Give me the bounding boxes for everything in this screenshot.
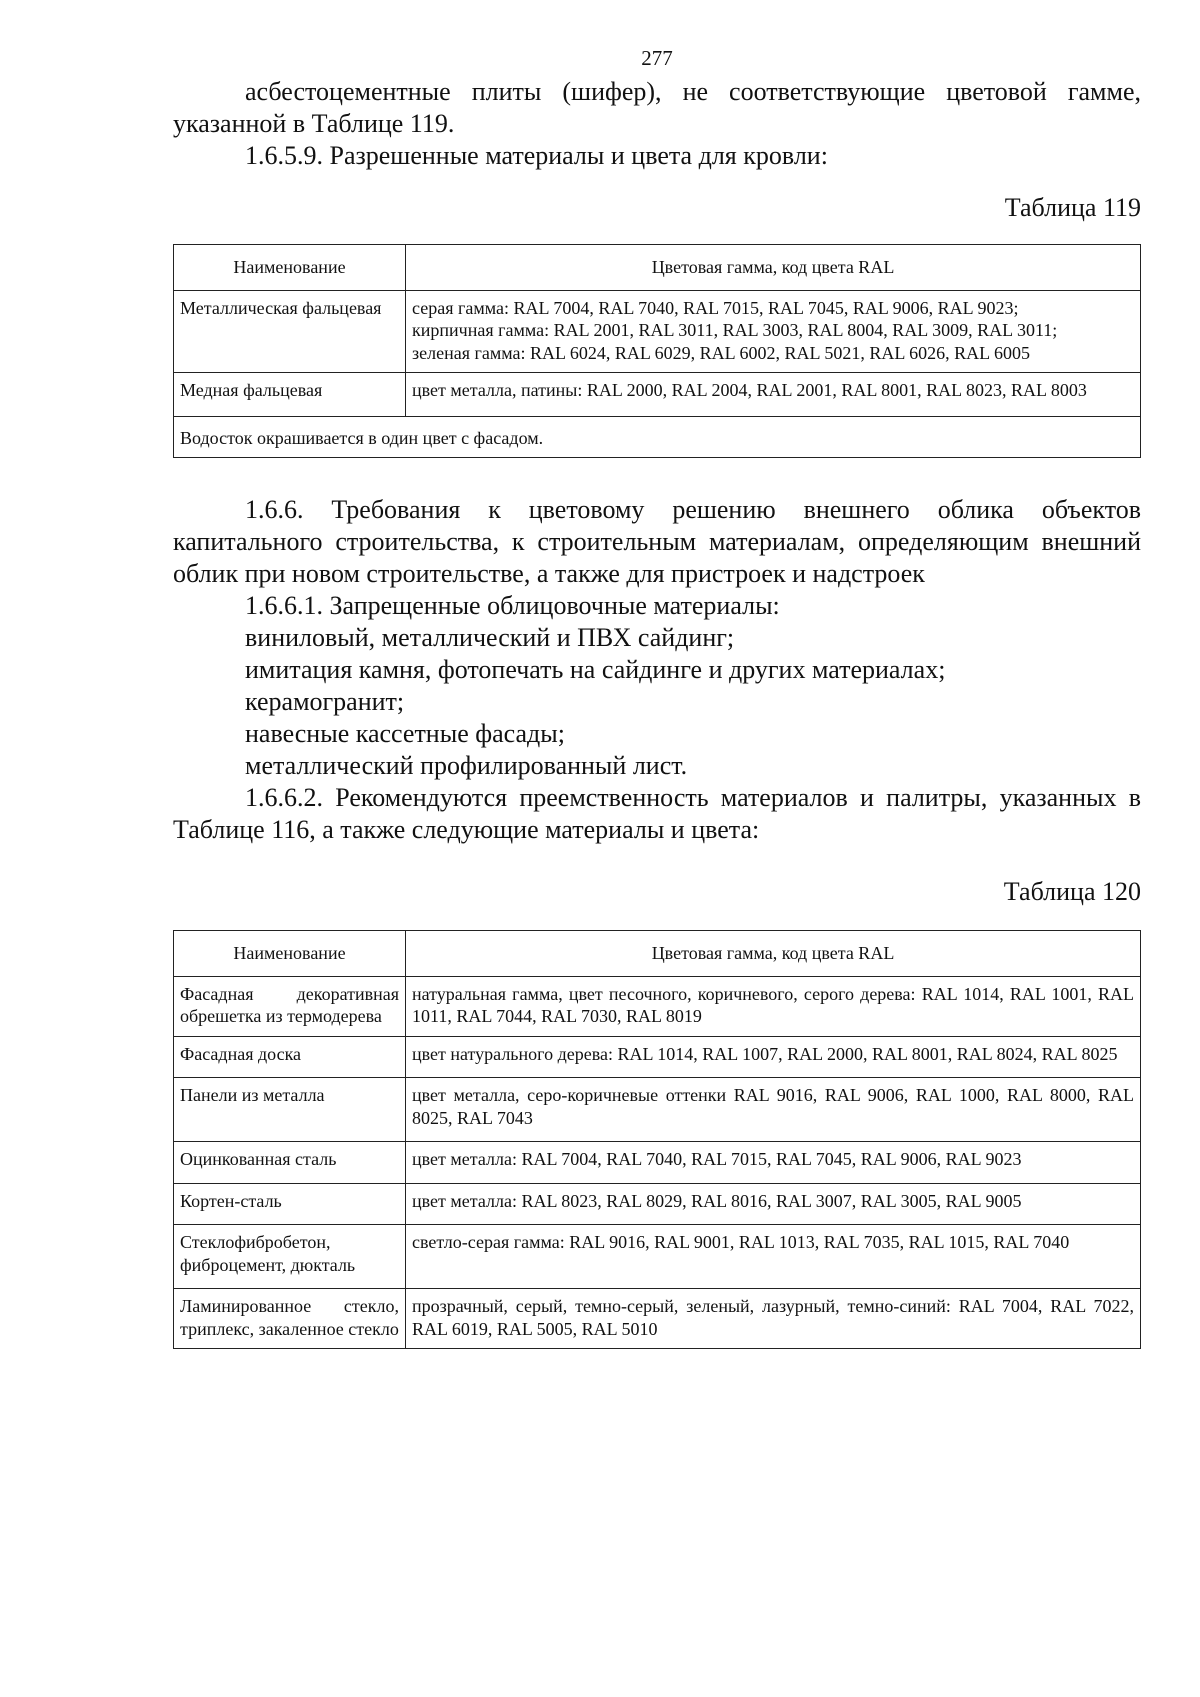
color-line: зеленая гамма: RAL 6024, RAL 6029, RAL 6002, RAL 5021, RAL 6026, RAL 6005 — [412, 342, 1030, 363]
row-colors: светло-серая гамма: RAL 9016, RAL 9001, RAL 1013, RAL 7035, RAL 1015, RAL 7040 — [406, 1225, 1141, 1289]
table-row — [174, 1289, 1141, 1349]
row-colors: цвет натурального дерева: RAL 1014, RAL 1007, RAL 2000, RAL 8001, RAL 8024, RAL 8025 — [406, 1036, 1141, 1078]
header-color: Цветовая гамма, код цвета RAL — [406, 931, 1141, 977]
row-colors: прозрачный, серый, темно-серый, зеленый, лазурный, темно-синий: RAL 7004, RAL 7022, RAL 6019, RAL 5005, RAL 5010 — [406, 1289, 1141, 1349]
page-number: 277 — [641, 46, 673, 70]
row-name: Металлическая фальцевая — [174, 290, 406, 373]
table-row — [174, 976, 1141, 1036]
row-name: Кортен-сталь — [174, 1183, 406, 1225]
table-row — [174, 1078, 1141, 1142]
table-row — [174, 1036, 1141, 1078]
paragraph-slate: асбестоцементные плиты (шифер), не соответствующие цветовой гамме, указанной в Таблице 119. — [173, 77, 1141, 138]
list-item: металлический профилированный лист. — [245, 751, 688, 780]
list-item: виниловый, металлический и ПВХ сайдинг; — [245, 623, 735, 652]
list-item: навесные кассетные фасады; — [245, 719, 565, 748]
row-colors: цвет металла, серо-коричневые оттенки RAL 9016, RAL 9006, RAL 1000, RAL 8000, RAL 8025, RAL 7043 — [406, 1078, 1141, 1142]
table-row — [174, 1183, 1141, 1225]
row-colors: цвет металла: RAL 7004, RAL 7040, RAL 7015, RAL 7045, RAL 9006, RAL 9023 — [406, 1142, 1141, 1184]
color-line: серая гамма: RAL 7004, RAL 7040, RAL 7015, RAL 7045, RAL 9006, RAL 9023; — [412, 297, 1019, 318]
color-line: кирпичная гамма: RAL 2001, RAL 3011, RAL 3003, RAL 8004, RAL 3009, RAL 3011; — [412, 320, 1058, 340]
list-item: имитация камня, фотопечать на сайдинге и других материалах; — [245, 655, 946, 684]
row-name: Фасадная доска — [174, 1036, 406, 1078]
table-120 — [173, 930, 1141, 1349]
table-footer-row — [174, 416, 1141, 458]
paragraph-roof-materials: 1.6.5.9. Разрешенные материалы и цвета для кровли: — [245, 141, 828, 170]
row-colors: натуральная гамма, цвет песочного, коричневого, серого дерева: RAL 1014, RAL 1001, RAL 1011, RAL 7044, RAL 7030, RAL 8019 — [406, 976, 1141, 1036]
row-name: Панели из металла — [174, 1078, 406, 1142]
row-name: Ламинированное стекло, триплекс, закаленное стекло — [174, 1289, 406, 1349]
header-name: Наименование — [174, 931, 406, 977]
table-119-caption: Таблица 119 — [1004, 193, 1141, 222]
table-row — [174, 373, 1141, 417]
paragraph-requirements: 1.6.6. Требования к цветовому решению внешнего облика объектов капитального строительства, к строительным материалам, определяющим внешний облик при новом строительстве, а также для пристроек и надстроек — [173, 495, 1141, 588]
row-name: Фасадная декоративная обрешетка из термодерева — [174, 976, 406, 1036]
row-name: Стеклофибробетон, фиброцемент, дюкталь — [174, 1225, 406, 1289]
table-row — [174, 1225, 1141, 1289]
paragraph-forbidden: 1.6.6.1. Запрещенные облицовочные материалы: — [245, 591, 780, 620]
table-119 — [173, 244, 1141, 458]
table-footer-note: Водосток окрашивается в один цвет с фасадом. — [174, 416, 1141, 458]
document-page — [173, 0, 1141, 1349]
header-color: Цветовая гамма, код цвета RAL — [406, 245, 1141, 291]
row-name: Оцинкованная сталь — [174, 1142, 406, 1184]
row-colors: цвет металла, патины: RAL 2000, RAL 2004, RAL 2001, RAL 8001, RAL 8023, RAL 8003 — [406, 373, 1141, 417]
table-header-row — [174, 931, 1141, 977]
row-colors: цвет металла: RAL 8023, RAL 8029, RAL 8016, RAL 3007, RAL 3005, RAL 9005 — [406, 1183, 1141, 1225]
list-item: керамогранит; — [245, 687, 405, 716]
paragraph-recommended: 1.6.6.2. Рекомендуются преемственность материалов и палитры, указанных в Таблице 116, а также следующие материалы и цвета: — [173, 783, 1141, 844]
table-header-row — [174, 245, 1141, 291]
table-row — [174, 1142, 1141, 1184]
table-120-caption: Таблица 120 — [1003, 877, 1141, 906]
row-colors — [406, 290, 1141, 373]
header-name: Наименование — [174, 245, 406, 291]
row-name: Медная фальцевая — [174, 373, 406, 417]
table-row — [174, 290, 1141, 373]
